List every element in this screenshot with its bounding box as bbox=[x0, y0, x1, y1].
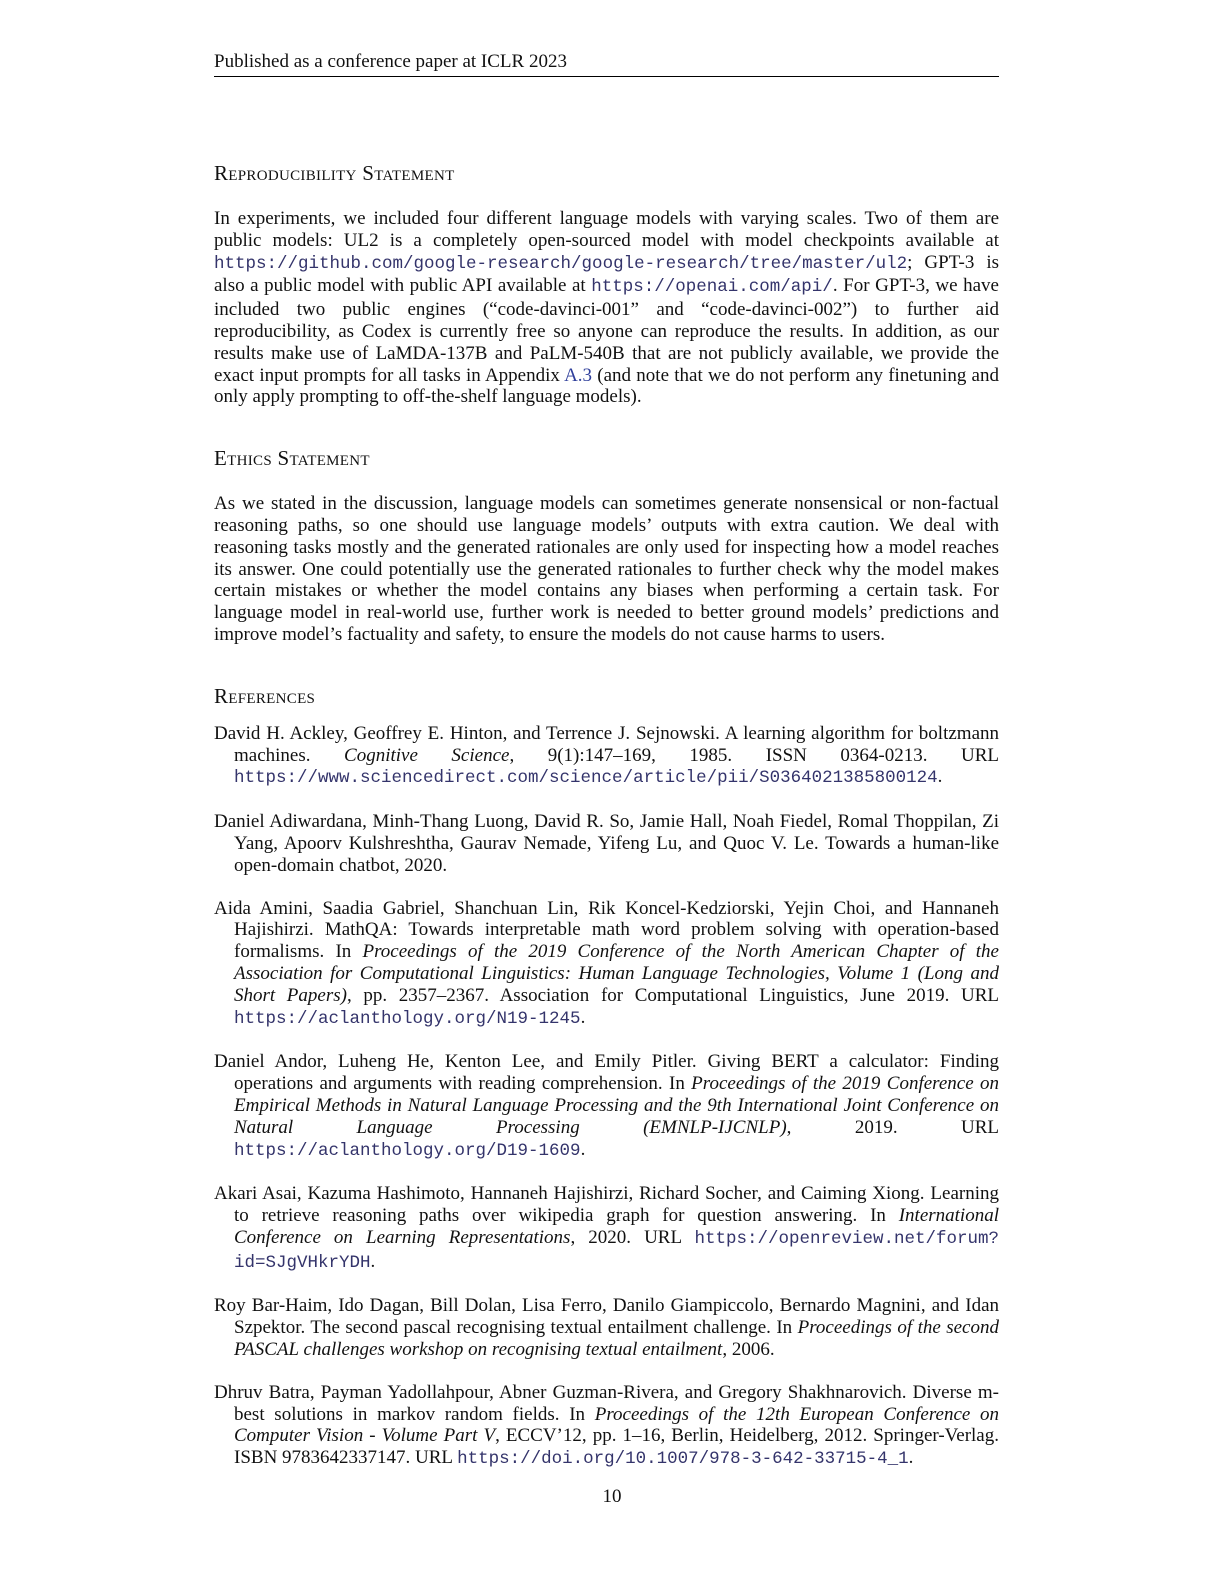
reference-details: , 2019. URL bbox=[786, 1116, 999, 1138]
reference-item bbox=[214, 811, 999, 876]
reference-authors-title: Aida Amini, Saadia Gabriel, Shanchuan Lin, Rik Koncel-Kedziorski, Yejin Choi, and Hannaneh Hajishirzi. MathQA: Towards interpretable math word problem solving with operation-based formalisms. In bbox=[214, 897, 999, 963]
reference-item bbox=[214, 1382, 999, 1471]
ul2-url-link[interactable]: https://github.com/google-research/google-research/tree/master/ul2 bbox=[214, 253, 908, 274]
reference-authors-title: Akari Asai, Kazuma Hashimoto, Hannaneh Hajishirzi, Richard Socher, and Caiming Xiong. Learning to retrieve reasoning paths over wikipedia graph for question answering. In bbox=[214, 1183, 999, 1227]
reference-authors-title: Roy Bar-Haim, Ido Dagan, Bill Dolan, Lisa Ferro, Danilo Giampiccolo, Bernardo Magnini, and Idan Szpektor. The second pascal recognising textual entailment challenge. In bbox=[214, 1295, 999, 1339]
ethics-paragraph: As we stated in the discussion, language models can sometimes generate nonsensical or non-factual reasoning paths, so one should use language models’ outputs with extra caution. We deal with reasoning tasks mostly and the generated rationales are only used for inspecting how a model reaches its answer. One could potentially use the generated rationales to further check why the model makes certain mistakes or whether the model contains any biases when performing a certain task. For language model in real-world use, further work is needed to better ground models’ predictions and improve model’s factuality and safety, to ensure the models do not cause harms to users. bbox=[214, 493, 999, 645]
reproducibility-text-1: In experiments, we included four different language models with varying scales. Two of them are public models: UL2 is a completely open-sourced model with model checkpoints available at bbox=[214, 208, 999, 251]
reference-item bbox=[214, 723, 999, 790]
reference-venue: Proceedings of the 2019 Conference of the North American Chapter of the Association for Computational Linguistics: Human Language Technologies, Volume 1 (Long and Short Papers) bbox=[234, 941, 999, 1006]
appendix-a3-link[interactable]: A.3 bbox=[564, 364, 593, 386]
reference-url-link[interactable]: https://aclanthology.org/N19-1245 bbox=[234, 1008, 581, 1029]
reproducibility-text-4: (and note that we do not perform any finetuning and only apply prompting to off-the-shelf language models). bbox=[214, 364, 999, 408]
reference-venue: Proceedings of the second PASCAL challenges workshop on recognising textual entailment bbox=[234, 1317, 999, 1361]
reference-url-link[interactable]: https://doi.org/10.1007/978-3-642-33715-4_1 bbox=[457, 1449, 909, 1470]
reference-end: . bbox=[937, 766, 943, 788]
reference-end: . bbox=[908, 1447, 914, 1469]
reference-item bbox=[214, 1051, 999, 1162]
paper-page bbox=[214, 50, 999, 1492]
reproducibility-paragraph bbox=[214, 208, 999, 408]
reference-venue: Proceedings of the 2019 Conference on Empirical Methods in Natural Language Processing and the 9th International Joint Conference on Natural Language Processing (EMNLP-IJCNLP) bbox=[234, 1073, 999, 1138]
reproducibility-heading: Reproducibility Statement bbox=[214, 161, 455, 185]
reference-authors-title: Daniel Adiwardana, Minh-Thang Luong, David R. So, Jamie Hall, Noah Fiedel, Romal Thoppilan, Zi Yang, Apoorv Kulshreshtha, Gaurav Nemade, Yifeng Lu, and Quoc V. Le. Towards a human-like open-domain chatbot, 2020. bbox=[214, 811, 999, 876]
reference-details: , 2006. bbox=[722, 1339, 775, 1361]
reference-details: , 2020. URL bbox=[570, 1226, 695, 1248]
reference-details: , ECCV’12, pp. 1–16, Berlin, Heidelberg, 2012. Springer-Verlag. ISBN 9783642337147. URL bbox=[234, 1425, 999, 1469]
reference-url-link[interactable]: https://openreview.net/forum?id=SJgVHkrYDH bbox=[234, 1228, 999, 1273]
reference-venue: International Conference on Learning Representations bbox=[234, 1205, 999, 1248]
reference-venue: Cognitive Science bbox=[344, 744, 510, 766]
reference-url-link[interactable]: https://aclanthology.org/D19-1609 bbox=[234, 1140, 581, 1161]
reference-authors-title: Daniel Andor, Luheng He, Kenton Lee, and Emily Pitler. Giving BERT a calculator: Finding operations and arguments with reading comprehension. In bbox=[214, 1051, 999, 1095]
reference-end: . bbox=[370, 1250, 376, 1272]
reference-item bbox=[214, 898, 999, 1031]
reference-item bbox=[214, 1295, 999, 1360]
reference-end: . bbox=[580, 1006, 586, 1028]
reproducibility-text-2: ; GPT-3 is also a public model with public API available at bbox=[214, 251, 999, 297]
reference-venue: Proceedings of the 12th European Conference on Computer Vision - Volume Part V bbox=[234, 1403, 999, 1447]
reference-authors-title: Dhruv Batra, Payman Yadollahpour, Abner Guzman-Rivera, and Gregory Shakhnarovich. Diverse m-best solutions in markov random fields. In bbox=[214, 1381, 999, 1425]
reference-authors-title: David H. Ackley, Geoffrey E. Hinton, and Terrence J. Sejnowski. A learning algorithm for boltzmann machines. bbox=[214, 722, 999, 766]
reference-end: . bbox=[580, 1138, 586, 1160]
reference-details: , 9(1):147–169, 1985. ISSN 0364-0213. URL bbox=[509, 744, 999, 766]
reference-details: , pp. 2357–2367. Association for Computational Linguistics, June 2019. URL bbox=[346, 984, 999, 1006]
running-head: Published as a conference paper at ICLR 2023 bbox=[214, 50, 999, 77]
openai-api-url-link[interactable]: https://openai.com/api/ bbox=[591, 277, 833, 298]
reference-url-link[interactable]: https://www.sciencedirect.com/science/article/pii/S0364021385800124 bbox=[234, 768, 938, 789]
ethics-heading: Ethics Statement bbox=[214, 446, 370, 471]
reproducibility-text-3: . For GPT-3, we have included two public engines (“code-davinci-001” and “code-davinci-002”) to further aid reproducibility, as Codex is currently free so anyone can reproduce the results. In addition, as our results make use of LaMDA-137B and PaLM-540B that are not publicly available, we provide the exact input prompts for all tasks in Appendix bbox=[214, 275, 999, 386]
page-number: 10 bbox=[602, 1486, 622, 1507]
reference-list bbox=[214, 723, 999, 1471]
reference-item bbox=[214, 1183, 999, 1274]
references-heading: References bbox=[214, 683, 316, 708]
